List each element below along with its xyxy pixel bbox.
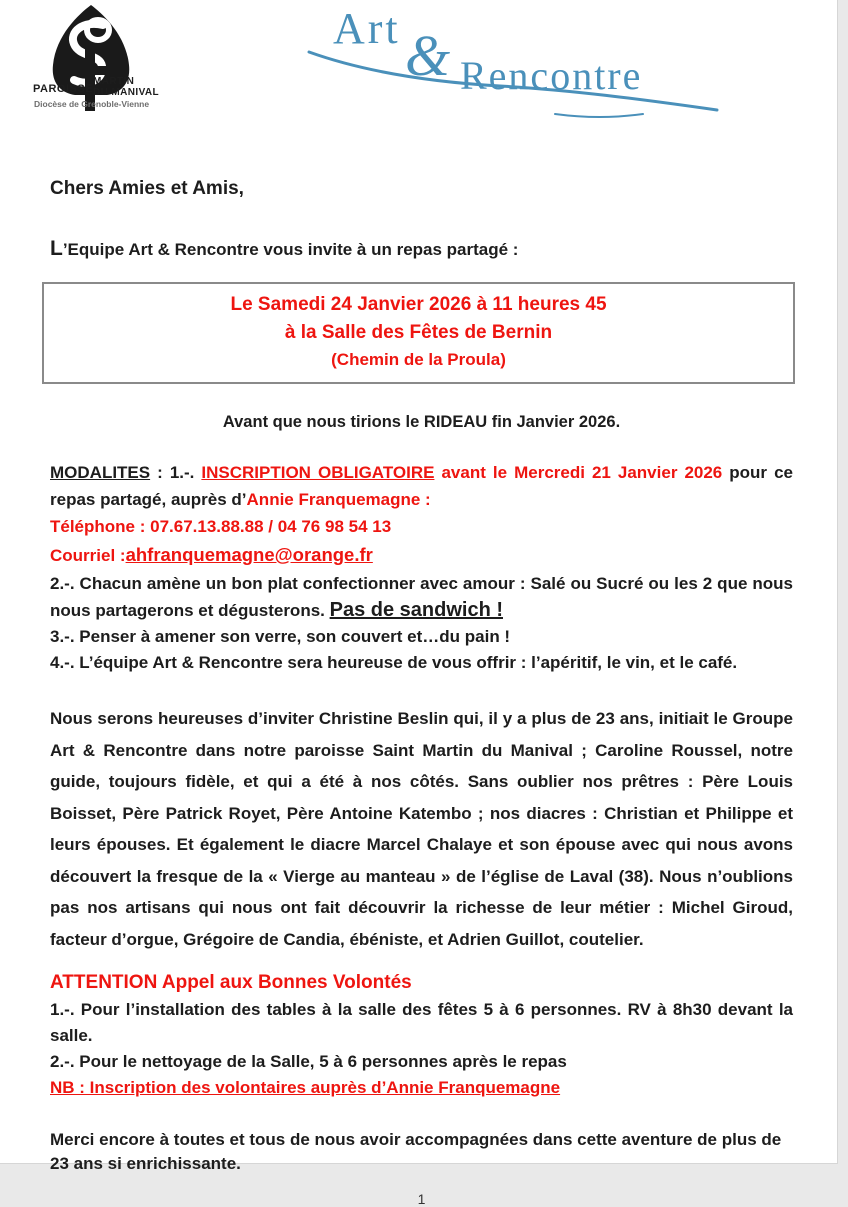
thanks-paragraph: Merci encore à toutes et tous de nous avoir accompagnées dans cette aventure de plus de 23 ans si enrichissante. xyxy=(50,1130,782,1173)
inscription-deadline: avant le Mercredi 21 Janvier 2026 xyxy=(434,463,730,482)
courriel-line xyxy=(50,540,793,570)
intro-text: ’Equipe Art & Rencontre vous invite à un repas partagé : xyxy=(62,240,519,259)
intro-line xyxy=(50,237,793,261)
item-4: 4.-. L’équipe Art & Rencontre sera heureuse de vous offrir : l’apéritif, le vin, et le café. xyxy=(50,653,738,672)
telephone-line: Téléphone : 07.67.13.88.88 / 04 76 98 54 13 xyxy=(50,517,392,536)
item-2-text: 2.-. Chacun amène un bon plat confectionner avec amour : Salé ou Sucré ou les 2 que nous nous partagerons et dégusterons. xyxy=(50,574,793,620)
email-link[interactable]: ahfranquemagne@orange.fr xyxy=(125,544,373,565)
inscription-obligatoire: INSCRIPTION OBLIGATOIRE xyxy=(201,463,435,482)
art-rencontre-logo xyxy=(305,0,745,135)
parish-logo-text-diocese: Diocèse de Grenoble-Vienne xyxy=(34,99,150,109)
contact-name: Annie Franquemagne : xyxy=(246,490,431,509)
nb-volunteers-line: NB : Inscription des volontaires auprès d’Annie Franquemagne xyxy=(50,1078,561,1097)
item-2 xyxy=(50,571,793,624)
letterhead xyxy=(33,0,793,178)
event-date-line: Le Samedi 24 Janvier 2026 à 11 heures 45 xyxy=(230,294,607,315)
art-logo-word-art: Art xyxy=(333,4,401,53)
attention-item-1: 1.-. Pour l’installation des tables à la salle des fêtes 5 à 6 personnes. RV à 8h30 devant la salle. xyxy=(50,1000,793,1045)
guests-paragraph: Nous serons heureuses d’inviter Christine Beslin qui, il y a plus de 23 ans, initiait le Groupe Art & Rencontre dans notre paroisse Saint Martin du Manival ; Caroline Roussel, notre guide, toujours fidèle, et qui a été à nos côtés. Sans oublier nos prêtres : Père Louis Boisset, Père Patrick Royet, Père Antoine Katembo ; nos diacres : Christian et Philippe et leurs épouses. Et également le diacre Marcel Chalaye et son épouse avec qui nous avons découvert la fresque de la « Vierge au manteau » de l’église de Laval (38). Nous n’oublions pas nos artisans qui nous ont fait découvrir la richesse de leur métier : Michel Giroud, facteur d’orgue, Grégoire de Candia, ébéniste, et Adrien Guillot, coutelier. xyxy=(50,709,793,949)
modalites-separator: : xyxy=(150,463,170,482)
attention-item-2: 2.-. Pour le nettoyage de la Salle, 5 à 6 personnes après le repas xyxy=(50,1052,567,1071)
modalites-paragraph xyxy=(50,459,793,570)
intro-capital: L xyxy=(50,237,63,260)
art-logo-word-rencontre: Rencontre xyxy=(460,53,643,98)
modalites-item1-number: 1.-. xyxy=(169,463,202,482)
curtain-line: Avant que nous tirions le RIDEAU fin Janvier 2026. xyxy=(222,413,621,431)
no-sandwich-note: Pas de sandwich ! xyxy=(329,599,503,621)
event-address-line: (Chemin de la Proula) xyxy=(331,350,506,369)
attention-heading: ATTENTION Appel aux Bonnes Volontés xyxy=(50,972,412,993)
event-box xyxy=(42,282,795,384)
event-place-line: à la Salle des Fêtes de Bernin xyxy=(284,322,553,343)
page-number: 1 xyxy=(417,1191,426,1207)
art-logo-ampersand: & xyxy=(405,23,451,88)
modalites-black-text: pour ce repas partagé, auprès d’ xyxy=(50,463,793,509)
parish-logo-text-martin: MARTIN xyxy=(93,76,135,87)
courriel-label: Courriel : xyxy=(50,546,126,565)
item-3: 3.-. Penser à amener son verre, son couvert et…du pain ! xyxy=(50,627,511,646)
modalites-label: MODALITES xyxy=(50,463,151,482)
attention-items xyxy=(50,997,793,1101)
parish-logo-text-paroisse: PAROISSE xyxy=(33,83,94,95)
modalites-items xyxy=(50,571,793,676)
parish-logo xyxy=(33,3,223,118)
parish-logo-text-du-manival: DU MANIVAL xyxy=(93,87,160,98)
salutation: Chers Amies et Amis, xyxy=(50,178,244,199)
